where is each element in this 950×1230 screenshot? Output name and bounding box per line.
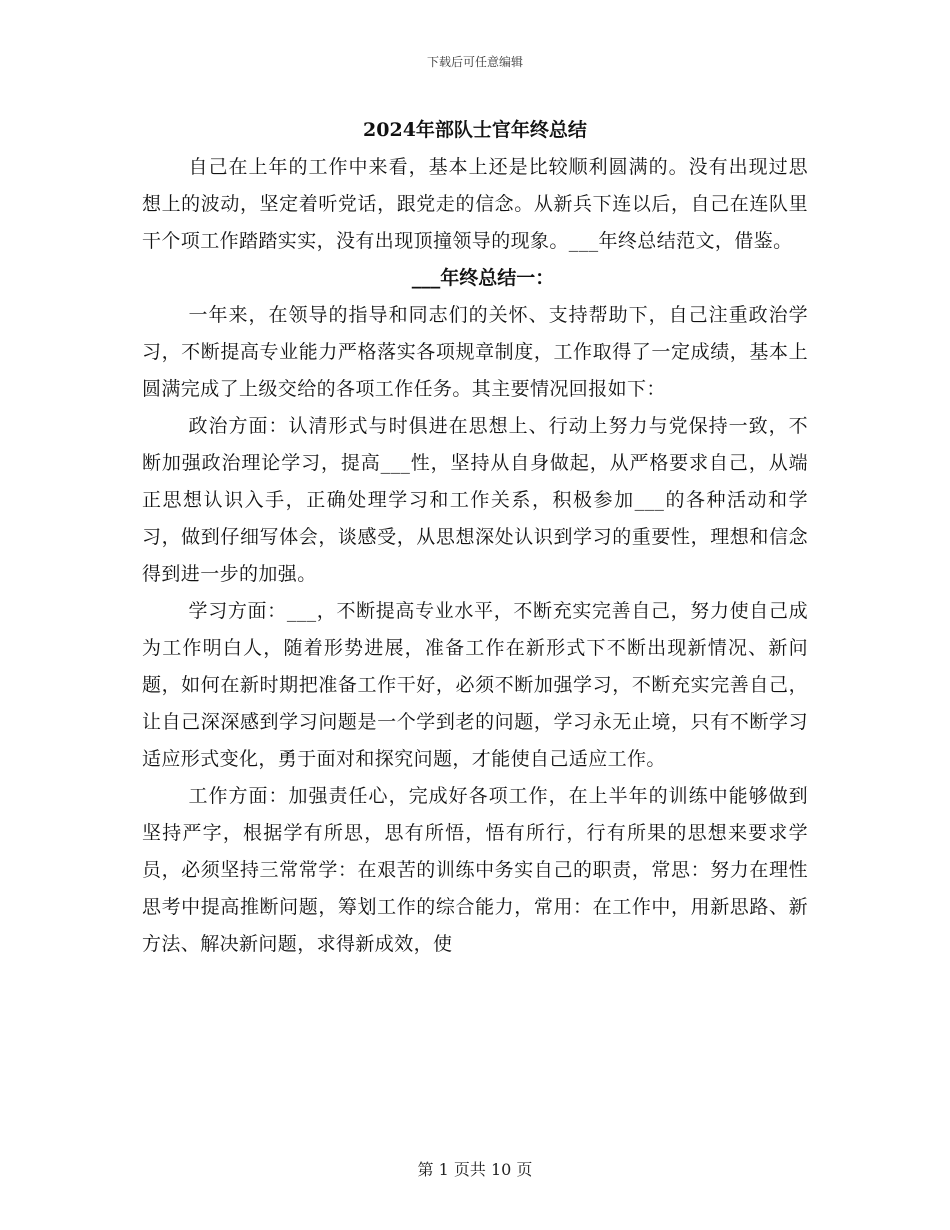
page-number-footer: 第 1 页共 10 页 [417, 1160, 533, 1179]
document-title: 2024年部队士官年终总结 [363, 119, 587, 141]
body-paragraph-study: 学习方面：___，不断提高专业水平，不断充实完善自己，努力使自己成为工作明白人，随着形势进展，准备工作在新形式下不断出现新情况、新问题，如何在新时期把准备工作干好，必须不断加强学习，不断充实完善自己，让自己深深感到学习问题是一个学到老的问题，学习永无止境，只有不断学习适应形式变化，勇于面对和探究问题，才能使自己适应工作。 [142, 600, 808, 770]
body-paragraph-politics: 政治方面：认清形式与时俱进在思想上、行动上努力与党保持一致，不断加强政治理论学习，提高___性，坚持从自身做起，从严格要求自己，从端正思想认识入手，正确处理学习和工作关系，积极参加___的各种活动和学习，做到仔细写体会，谈感受，从思想深处认识到学习的重要性，理想和信念得到进一步的加强。 [142, 415, 808, 585]
document-body [142, 112, 808, 963]
body-paragraph-summary: 一年来，在领导的指导和同志们的关怀、支持帮助下，自己注重政治学习，不断提高专业能力严格落实各项规章制度，工作取得了一定成绩，基本上圆满完成了上级交给的各项工作任务。其主要情况回报如下： [142, 304, 808, 400]
section-title: ___年终总结一： [411, 267, 555, 289]
intro-paragraph: 自己在上年的工作中来看，基本上还是比较顺利圆满的。没有出现过思想上的波动，坚定着听党话，跟党走的信念。从新兵下连以后，自己在连队里干个项工作踏踏实实，没有出现顶撞领导的现象。___年终总结范文，借鉴。 [142, 156, 808, 252]
body-paragraph-work: 工作方面：加强责任心，完成好各项工作，在上半年的训练中能够做到坚持严字，根据学有所思，思有所悟，悟有所行，行有所果的思想来要求学员，必须坚持三常常学：在艰苦的训练中务实自己的职责，常思：努力在理性思考中提高推断问题，筹划工作的综合能力，常用：在工作中，用新思路、新方法、解决新问题，求得新成效，使 [142, 785, 808, 955]
page-header-note: 下载后可任意编辑 [426, 55, 523, 69]
